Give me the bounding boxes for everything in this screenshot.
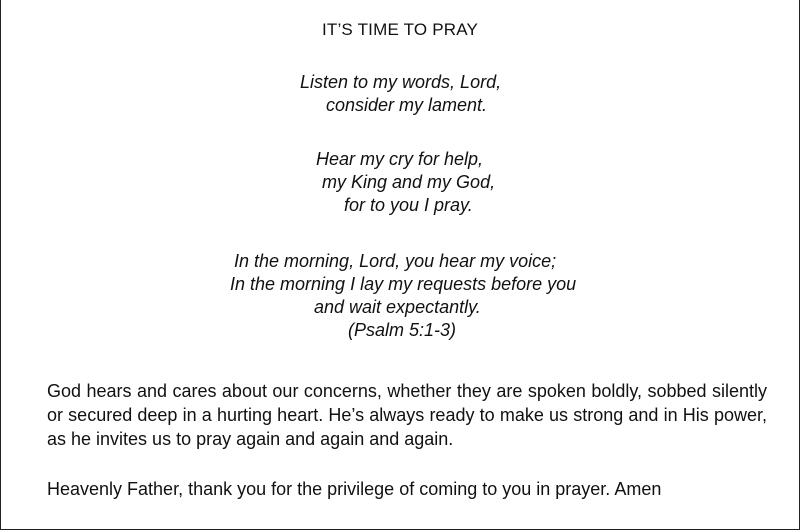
- closing-prayer: Heavenly Father, thank you for the privilege of coming to you in prayer. Amen: [47, 479, 662, 499]
- verse-line: my King and my God,: [322, 172, 496, 192]
- verse-line: and wait expectantly.: [314, 297, 481, 317]
- verse-line: Hear my cry for help,: [316, 149, 484, 169]
- scripture-reference: (Psalm 5:1-3): [348, 320, 457, 340]
- verse-line: Listen to my words, Lord,: [300, 72, 502, 92]
- verse-line: consider my lament.: [326, 95, 488, 115]
- body-paragraph: God hears and cares about our concerns, whether they are spoken boldly, sobbed silently or secured deep in a hurting heart. He’s always ready to make us strong and in His power, as he invites us to pray again and again and again.: [47, 381, 767, 449]
- page-title: IT’S TIME TO PRAY: [321, 20, 479, 39]
- stanza-3: [0, 250, 800, 342]
- verse-line: for to you I pray.: [344, 195, 473, 215]
- verse-line: In the morning I lay my requests before you: [230, 274, 577, 294]
- verse-line: In the morning, Lord, you hear my voice;: [234, 251, 557, 271]
- stanza-2: [0, 148, 800, 217]
- stanza-1: [0, 71, 800, 117]
